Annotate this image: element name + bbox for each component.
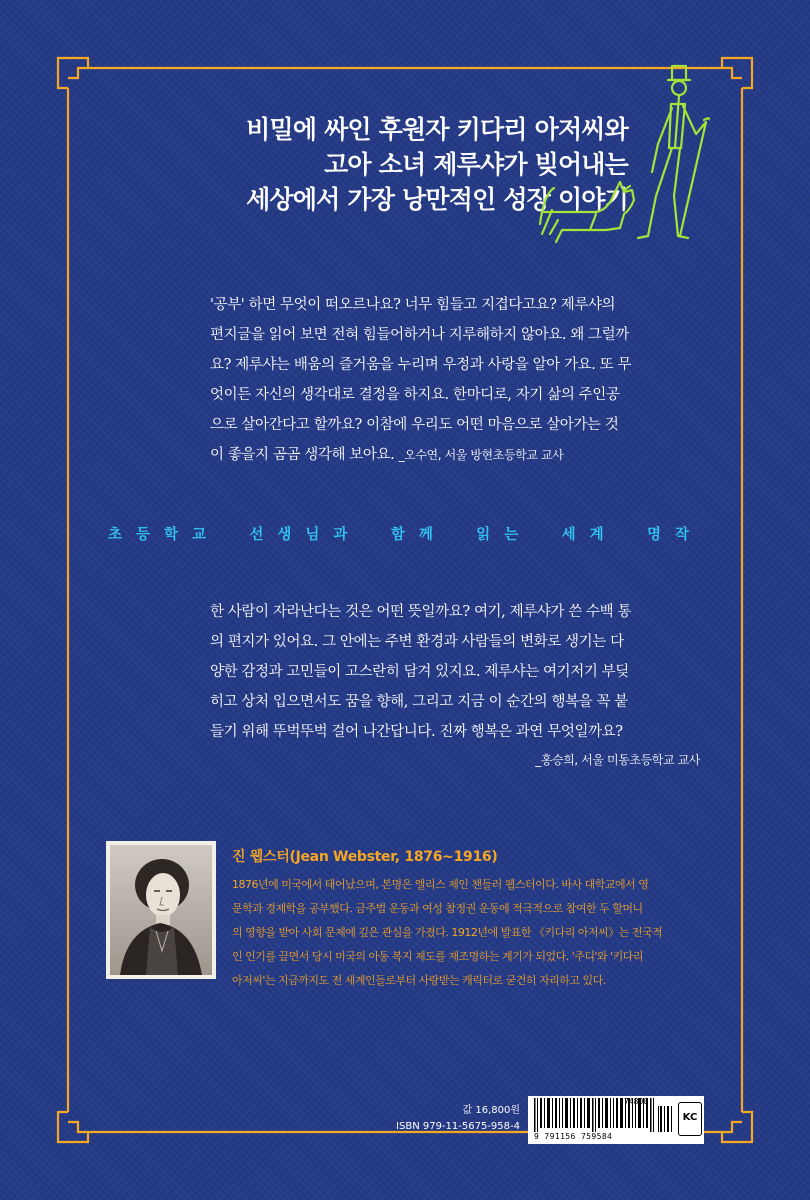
review-1-line: 엇이든 자신의 생각대로 결정을 하지요. 한마디로, 자기 삶의 주인공 bbox=[210, 387, 620, 403]
author-bio bbox=[232, 873, 702, 993]
review-1-last-line bbox=[210, 440, 700, 470]
price-isbn-block bbox=[380, 1103, 520, 1135]
review-quote-1 bbox=[210, 290, 700, 470]
author-bio-line: 문학과 경제학을 공부했다. 금주법 운동과 여성 참정권 운동에 적극적으로 참여한 두 할머니 bbox=[232, 902, 643, 915]
isbn-label: ISBN 979-11-5675-958-4 bbox=[396, 1121, 520, 1132]
review-1-line: 이 좋을지 곰곰 생각해 보아요. bbox=[210, 447, 395, 463]
series-word: 세계 bbox=[561, 527, 618, 543]
price-label: 값 16,800원 bbox=[462, 1105, 520, 1116]
review-2-line: 양한 감정과 고민들이 고스란히 담겨 있지요. 제루샤는 여기저기 부딪 bbox=[210, 664, 629, 680]
series-word: 명작 bbox=[646, 527, 703, 543]
series-title bbox=[108, 523, 703, 544]
review-1-line: '공부' 하면 무엇이 떠오르나요? 너무 힘들고 지겹다고요? 제루샤의 bbox=[210, 297, 616, 313]
headline-line-1: 비밀에 싸인 후원자 키다리 아저씨와 bbox=[246, 115, 628, 144]
author-bio-line: 의 영향을 받아 사회 문제에 깊은 관심을 가졌다. 1912년에 발표한 《키다리 아저씨》는 전국적 bbox=[232, 926, 663, 939]
review-quote-2 bbox=[210, 597, 700, 773]
review-1-attribution: _오수연, 서울 방현초등학교 교사 bbox=[398, 448, 564, 462]
series-word: 선생님과 bbox=[249, 527, 362, 543]
review-2-line: 의 편지가 있어요. 그 안에는 주변 환경과 사람들의 변화로 생기는 다 bbox=[210, 634, 624, 650]
barcode-addon-number: 74800 bbox=[624, 1097, 649, 1106]
review-2-line: 한 사람이 자라난다는 것은 어떤 뜻일까요? 여기, 제루샤가 쓴 수백 통 bbox=[210, 604, 632, 620]
barcode-number: 9 791156 759584 bbox=[534, 1132, 613, 1141]
series-word: 읽는 bbox=[476, 527, 533, 543]
kc-mark-icon: KC bbox=[678, 1102, 702, 1136]
author-bio-line: 인 인기를 끌면서 당시 미국의 아동 복지 제도를 재조명하는 계기가 되었다. '주디'와 '키다리 bbox=[232, 950, 644, 963]
review-2-line: 들기 위해 뚜벅뚜벅 걸어 나간답니다. 진짜 행복은 과연 무엇일까요? bbox=[210, 724, 623, 740]
headline-line-2: 고아 소녀 제루샤가 빚어내는 bbox=[324, 150, 628, 179]
headline-line-3: 세상에서 가장 낭만적인 성장 이야기 bbox=[246, 185, 628, 214]
man-walking-dog-illustration bbox=[530, 60, 710, 254]
review-1-line: 으로 살아간다고 할까요? 이참에 우리도 어떤 마음으로 살아가는 것 bbox=[210, 417, 619, 433]
series-word: 함께 bbox=[390, 527, 447, 543]
barcode-bars-icon bbox=[534, 1098, 674, 1132]
review-1-line: 요? 제루샤는 배움의 즐거움을 누리며 우정과 사랑을 알아 가요. 또 무 bbox=[210, 357, 632, 373]
author-name: 진 웹스터(Jean Webster, 1876~1916) bbox=[232, 849, 498, 865]
author-bio-line: 아저씨'는 지금까지도 전 세계인들로부터 사랑받는 캐릭터로 굳건히 자리하고 있다. bbox=[232, 974, 606, 987]
review-2-attribution: _홍승희, 서울 미동초등학교 교사 bbox=[535, 753, 700, 767]
author-bio-line: 1876년에 미국에서 태어났으며, 본명은 앨리스 제인 챈들러 웹스터이다. 바사 대학교에서 영 bbox=[232, 878, 649, 891]
author-portrait bbox=[106, 841, 216, 979]
review-2-line: 히고 상처 입으면서도 꿈을 향해, 그리고 지금 이 순간의 행복을 꼭 붙 bbox=[210, 694, 628, 710]
series-word: 초등학교 bbox=[108, 527, 221, 543]
review-1-line: 편지글을 읽어 보면 전혀 힘들어하거나 지루해하지 않아요. 왜 그럴까 bbox=[210, 327, 629, 343]
